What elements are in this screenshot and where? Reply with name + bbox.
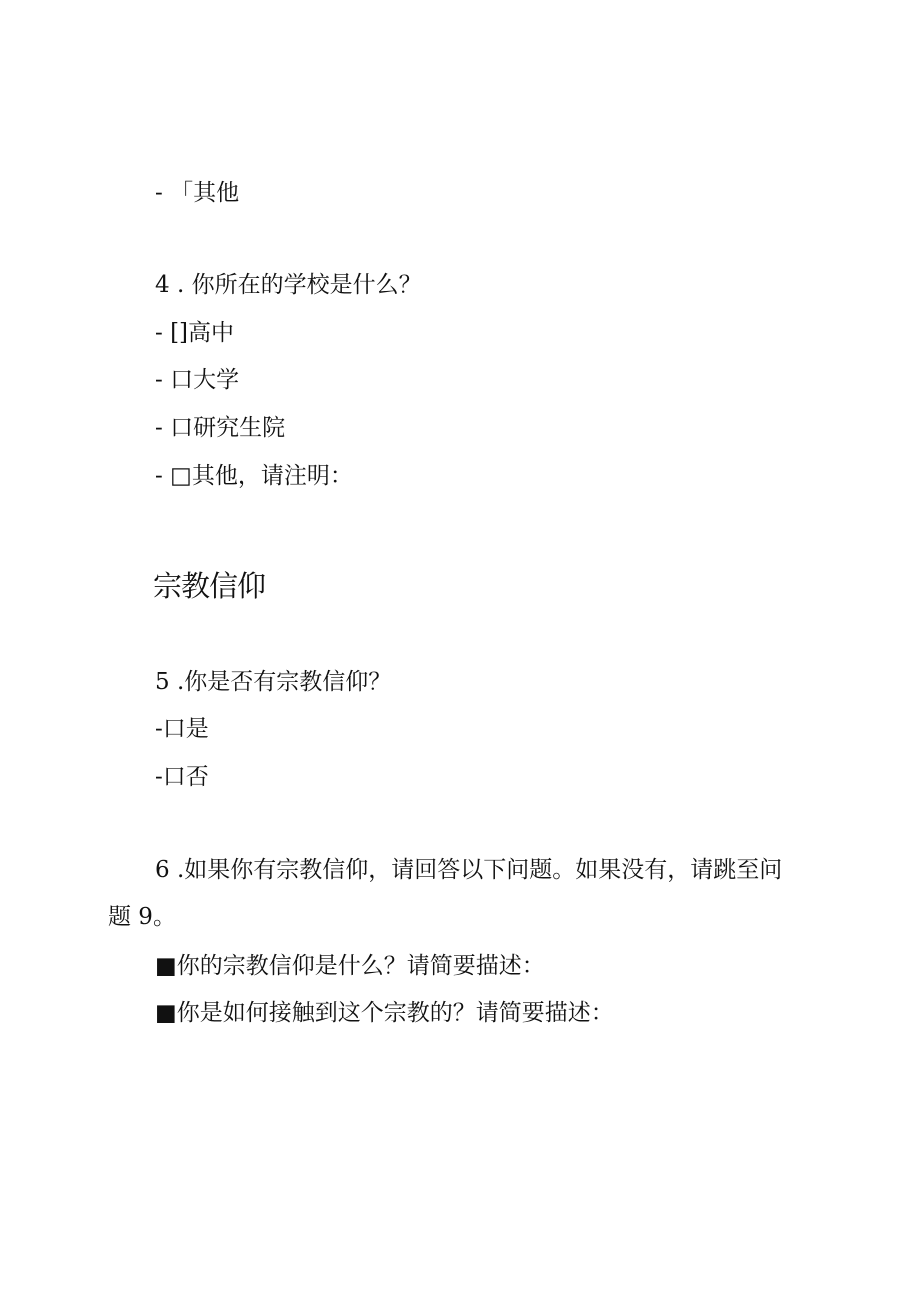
option-other-specify: - □其他，请注明： bbox=[155, 463, 353, 489]
question-6-line-1: 6 .如果你有宗教信仰，请回答以下问题。如果没有，请跳至问 bbox=[155, 857, 783, 883]
option-no: -口否 bbox=[155, 764, 209, 790]
sub-item-religion-contact: ■你是如何接触到这个宗教的？请简要描述： bbox=[155, 1000, 614, 1026]
option-yes: -口是 bbox=[155, 716, 209, 742]
option-high-school: - []高中 bbox=[155, 320, 235, 346]
sub-item-religion-description: ■你的宗教信仰是什么？请简要描述： bbox=[155, 953, 545, 979]
question-4: 4 . 你所在的学校是什么？ bbox=[155, 272, 422, 298]
question-5: 5 .你是否有宗教信仰？ bbox=[155, 669, 392, 695]
option-other: - 「其他 bbox=[155, 180, 240, 206]
section-title-religion: 宗教信仰 bbox=[153, 569, 266, 603]
option-university: - 口大学 bbox=[155, 367, 240, 393]
option-graduate-school: - 口研究生院 bbox=[155, 415, 286, 441]
question-6-line-2: 题 9。 bbox=[108, 904, 176, 930]
